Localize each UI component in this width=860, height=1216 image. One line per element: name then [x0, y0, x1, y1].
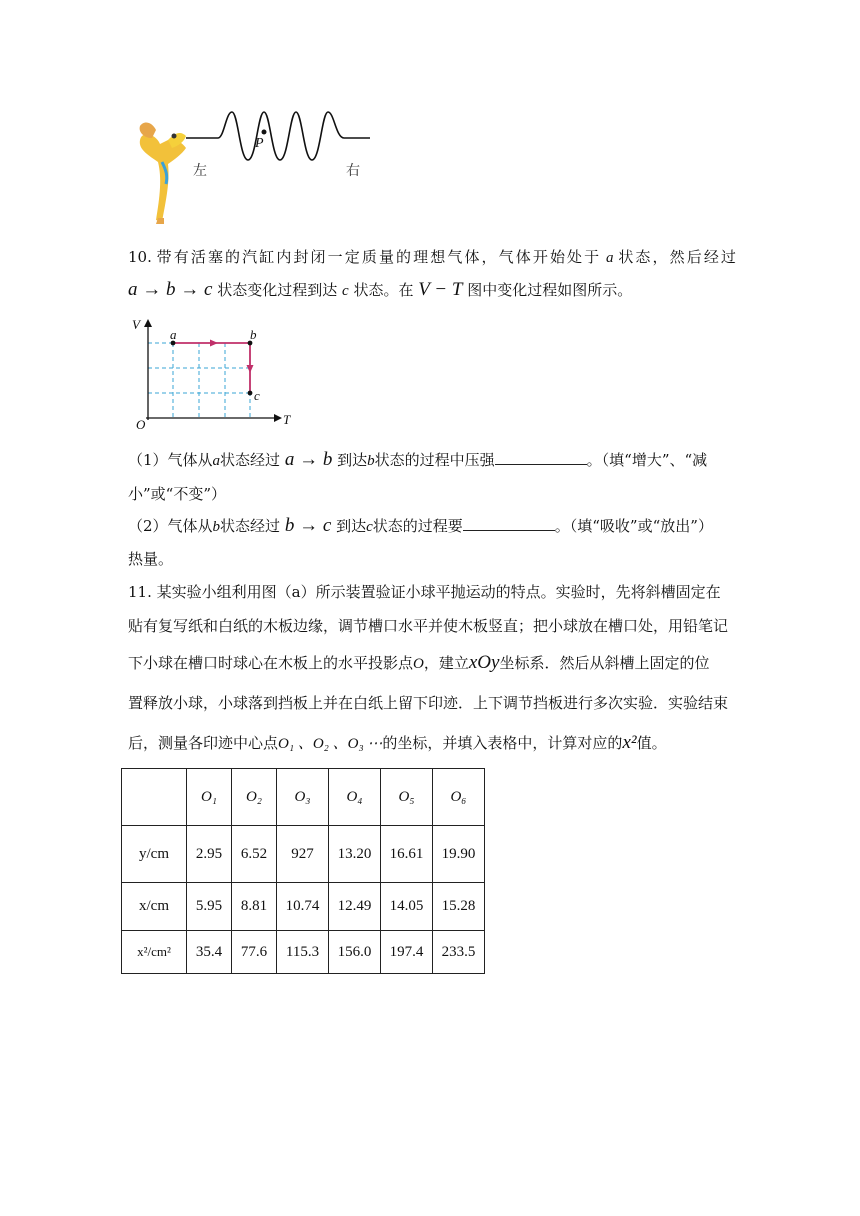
- q10-text-2b: 状态。在: [353, 281, 414, 299]
- dancer-illustration: [140, 123, 186, 224]
- wave-right-label: 右: [346, 163, 360, 179]
- table-cell: 35.4: [187, 931, 232, 974]
- q11-line3-b: ，建立: [423, 654, 469, 672]
- table-cell: 2.95: [187, 826, 232, 883]
- table-row-label: y/cm: [122, 826, 187, 883]
- q10-sub1-prefix: （1）气体从: [128, 451, 213, 469]
- q10-sub2-hint: 。（填“吸收”或“放出”）: [554, 517, 713, 535]
- v-axis-label: V: [132, 317, 140, 332]
- q11-origin-o: O: [413, 656, 424, 672]
- q10-sub2-process: b → c: [284, 515, 332, 536]
- table-corner-cell: [122, 769, 187, 826]
- q11-line3-c: 坐标系．然后从斜槽上固定的位: [499, 654, 710, 672]
- table-cell: 10.74: [277, 883, 329, 931]
- q10-line1: [128, 247, 738, 268]
- table-cell: 12.49: [329, 883, 381, 931]
- table-row: [122, 826, 485, 883]
- table-row: [122, 883, 485, 931]
- table-cell: 8.81: [232, 883, 277, 931]
- q10-line2: [128, 280, 632, 301]
- table-header-cell: O₆: [433, 769, 485, 826]
- q10-sub2-line2: 热量。: [128, 550, 174, 568]
- vt-grid: [148, 343, 250, 418]
- q11-line5-a: 后，测量各印迹中心点: [128, 734, 279, 752]
- q11-line5-b: 的坐标，并填入表格中，计算对应的: [382, 734, 623, 752]
- q11-line1: 11. 某实验小组利用图（a）所示装置验证小球平抛运动的特点。实验时，先将斜槽固定在: [128, 583, 721, 601]
- state-b-label: b: [250, 327, 257, 342]
- q10-number: 10.: [128, 248, 152, 266]
- q10-process: a → b → c: [128, 279, 213, 300]
- table-cell: 15.28: [433, 883, 485, 931]
- q10-vt: V − T: [418, 279, 463, 300]
- q10-text-1: 带有活塞的汽缸内封闭一定质量的理想气体，气体开始处于: [156, 248, 602, 266]
- q10-sub1-line1: [128, 450, 707, 471]
- table-header-cell: O₄: [329, 769, 381, 826]
- q10-sub1-via: 状态经过: [220, 451, 281, 469]
- q11-xoy: xOy: [468, 652, 500, 673]
- table-row-label: x²/cm²: [122, 931, 187, 974]
- table-cell: 156.0: [329, 931, 381, 974]
- wave-line: [186, 112, 370, 160]
- table-cell: 197.4: [381, 931, 433, 974]
- table-cell: 14.05: [381, 883, 433, 931]
- table-cell: 927: [277, 826, 329, 883]
- q10-sub2-answer-blank[interactable]: [463, 516, 555, 531]
- q10-sub2-state-b: b: [212, 519, 221, 535]
- state-a-label: a: [170, 327, 177, 342]
- q10-text-2-end: 图中变化过程如图所示。: [467, 281, 633, 299]
- table-header-cell: O₁: [187, 769, 232, 826]
- origin-label: O: [136, 417, 146, 432]
- point-p-marker: [262, 130, 267, 135]
- table-cell: 77.6: [232, 931, 277, 974]
- data-table: [121, 768, 485, 974]
- q10-sub2-via: 状态经过: [220, 517, 281, 535]
- table-cell: 5.95: [187, 883, 232, 931]
- vt-graph: [128, 316, 298, 432]
- table-cell: 19.90: [433, 826, 485, 883]
- wave-left-label: 左: [193, 163, 207, 179]
- q11-line3: [128, 653, 709, 674]
- q10-sub2-ask: 状态的过程要: [372, 517, 463, 535]
- table-header-row: [122, 769, 485, 826]
- table-cell: 16.61: [381, 826, 433, 883]
- q11-line3-a: 下小球在槽口时球心在木板上的水平投影点: [128, 654, 414, 672]
- table-row: [122, 931, 485, 974]
- table-cell: 115.3: [277, 931, 329, 974]
- q11-x2: x²: [622, 732, 637, 753]
- q10-sub1-line2: 小”或“不变”）: [128, 485, 227, 503]
- q10-state-a: a: [606, 250, 614, 266]
- state-c-label: c: [254, 388, 260, 403]
- v-axis-arrow: [144, 319, 152, 327]
- q11-line5-c: 值。: [636, 734, 667, 752]
- table-row-label: x/cm: [122, 883, 187, 931]
- q11-line2: 贴有复写纸和白纸的木板边缘，调节槽口水平并使木板竖直；把小球放在槽口处，用铅笔记: [128, 617, 729, 635]
- q11-points: O₁ 、O₂ 、O₃ ⋯: [278, 736, 383, 752]
- q10-sub1-ask: 状态的过程中压强: [374, 451, 495, 469]
- q10-state-c: c: [342, 283, 349, 299]
- q11-line4: 置释放小球，小球落到挡板上并在白纸上留下印迹．上下调节挡板进行多次实验．实验结束: [128, 694, 729, 712]
- q10-text-2: 状态变化过程到达: [217, 281, 338, 299]
- process-a-b-arrow: [210, 340, 218, 347]
- q10-sub2-reach: 到达: [336, 517, 367, 535]
- table-cell: 13.20: [329, 826, 381, 883]
- state-c-point: [248, 391, 253, 396]
- q10-sub1-state-a: a: [212, 453, 221, 469]
- q10-sub1-hint: 。（填“增大”、“减: [586, 451, 708, 469]
- q10-sub2-prefix: （2）气体从: [128, 517, 213, 535]
- q10-sub2-state-c: c: [366, 519, 373, 535]
- t-axis-arrow: [274, 414, 282, 422]
- table-header-cell: O₃: [277, 769, 329, 826]
- wave-point-label: P: [255, 136, 264, 151]
- wave-figure: [130, 104, 380, 230]
- q10-sub1-process: a → b: [284, 449, 333, 470]
- t-axis-label: T: [283, 412, 291, 427]
- q10-sub1-answer-blank[interactable]: [495, 450, 587, 465]
- q11-line5: [128, 733, 667, 754]
- table-cell: 233.5: [433, 931, 485, 974]
- table-header-cell: O₂: [232, 769, 277, 826]
- q10-sub1-reach: 到达: [337, 451, 368, 469]
- q10-sub2-line1: [128, 516, 713, 537]
- table-header-cell: O₅: [381, 769, 433, 826]
- q10-text-1-end: 状态，然后经过: [618, 248, 739, 266]
- table-cell: 6.52: [232, 826, 277, 883]
- process-b-c-arrow: [247, 365, 254, 373]
- q10-sub1-state-b: b: [367, 453, 375, 469]
